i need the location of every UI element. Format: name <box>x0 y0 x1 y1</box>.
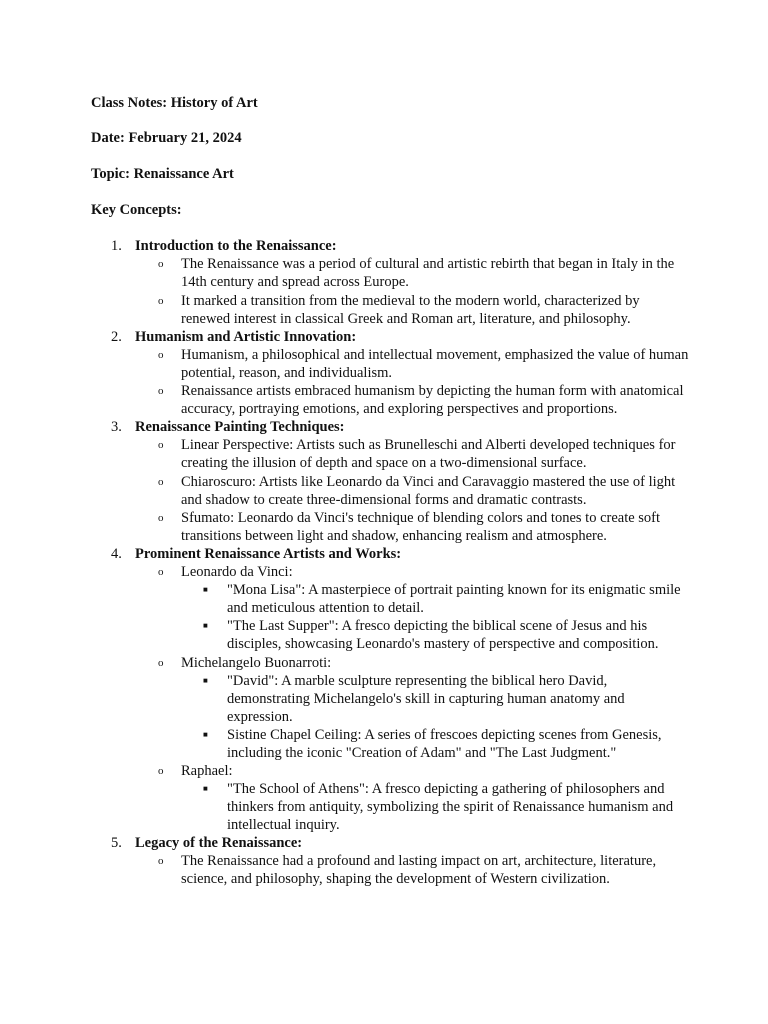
hollow-circle-bullet-icon: o <box>158 512 164 524</box>
hollow-circle-bullet-icon: o <box>158 258 164 270</box>
nested-list-item <box>181 672 691 726</box>
section-title: Prominent Renaissance Artists and Works: <box>135 546 402 562</box>
nested-list-item-text: "David": A marble sculpture representing the biblical hero David, demonstrating Michelangelo's skill in capturing human anatomy and expression. <box>227 672 625 725</box>
nested-list-item-text: "The Last Supper": A fresco depicting the biblical scene of Jesus and his disciples, showcasing Leonardo's mastery of perspective and composition. <box>227 618 659 652</box>
key-concepts-heading: Key Concepts: <box>91 202 182 218</box>
hollow-circle-bullet-icon: o <box>158 566 164 578</box>
key-concepts-list <box>91 237 691 888</box>
section-title: Legacy of the Renaissance: <box>135 835 303 851</box>
hollow-circle-bullet-icon: o <box>158 855 164 867</box>
hollow-circle-bullet-icon: o <box>158 348 164 361</box>
class-notes-heading: Class Notes: History of Art <box>91 95 258 111</box>
hollow-circle-bullet-icon: o <box>158 765 164 777</box>
nested-list-item-text: "The School of Athens": A fresco depicting a gathering of philosophers and thinkers from antiquity, symbolizing the spirit of Renaissance humanism and intellectual inquiry. <box>227 781 674 833</box>
list-item <box>135 563 691 653</box>
list-item <box>135 654 691 762</box>
list-item-text: The Renaissance was a period of cultural and artistic rebirth that began in Italy in the 14th century and spread across Europe. <box>181 256 675 290</box>
hollow-circle-bullet-icon: o <box>158 439 164 451</box>
list-item <box>135 292 691 328</box>
section-number: 4. <box>111 546 122 562</box>
list-item <box>135 509 691 545</box>
list-item-text: Linear Perspective: Artists such as Brunelleschi and Alberti developed techniques for creating the illusion of depth and space on a two-dimensional surface. <box>181 437 676 471</box>
outline-section <box>91 237 691 328</box>
topic-heading: Topic: Renaissance Art <box>91 166 234 182</box>
section-number: 1. <box>111 238 122 254</box>
square-bullet-icon: ■ <box>203 729 208 739</box>
list-item-text: Michelangelo Buonarroti: <box>181 654 332 671</box>
outline-section <box>91 545 691 834</box>
square-bullet-icon: ■ <box>203 784 208 793</box>
section-number: 5. <box>111 835 122 851</box>
square-bullet-icon: ■ <box>203 675 208 685</box>
list-item <box>135 382 691 418</box>
section-title: Renaissance Painting Techniques: <box>135 419 345 435</box>
list-item <box>135 436 691 472</box>
nested-list-item <box>181 780 691 834</box>
section-number: 2. <box>111 328 122 345</box>
list-item <box>135 346 691 382</box>
square-bullet-icon: ■ <box>203 621 208 630</box>
list-item-text: Raphael: <box>181 763 233 779</box>
list-item-text: Chiaroscuro: Artists like Leonardo da Vinci and Caravaggio mastered the use of light and shadow to create three-dimensional forms and dramatic contrasts. <box>181 473 676 508</box>
square-bullet-icon: ■ <box>203 585 208 594</box>
list-item-text: Humanism, a philosophical and intellectual movement, emphasized the value of human potential, reason, and individualism. <box>181 346 689 381</box>
outline-section <box>91 834 691 888</box>
nested-list-item <box>181 617 691 653</box>
date-heading: Date: February 21, 2024 <box>91 130 242 146</box>
section-number: 3. <box>111 419 122 435</box>
list-item-text: Renaissance artists embraced humanism by depicting the human form with anatomical accuracy, portraying emotions, and exploring perspectives and proportions. <box>181 383 684 417</box>
list-item <box>135 255 691 291</box>
list-item <box>135 762 691 834</box>
hollow-circle-bullet-icon: o <box>158 475 164 488</box>
list-item <box>135 473 691 509</box>
nested-list-item <box>181 581 691 617</box>
list-item-text: It marked a transition from the medieval to the modern world, characterized by renewed interest in classical Greek and Roman art, literature, and philosophy. <box>181 292 640 327</box>
hollow-circle-bullet-icon: o <box>158 385 164 397</box>
nested-list-item-text: Sistine Chapel Ceiling: A series of frescoes depicting scenes from Genesis, including the iconic "Creation of Adam" and "The Last Judgment." <box>227 726 662 761</box>
list-item-text: Sfumato: Leonardo da Vinci's technique of blending colors and tones to create soft transitions between light and shadow, enhancing realism and atmosphere. <box>181 510 661 544</box>
list-item-text: Leonardo da Vinci: <box>181 564 293 580</box>
list-item-text: The Renaissance had a profound and lasting impact on art, architecture, literature, science, and philosophy, shaping the development of Western civilization. <box>181 853 657 887</box>
section-title: Humanism and Artistic Innovation: <box>135 328 357 345</box>
hollow-circle-bullet-icon: o <box>158 294 164 307</box>
hollow-circle-bullet-icon: o <box>158 656 164 669</box>
nested-list-item <box>181 726 691 762</box>
outline-section <box>91 328 691 419</box>
outline-section <box>91 418 691 545</box>
section-title: Introduction to the Renaissance: <box>135 238 337 254</box>
list-item <box>135 852 691 888</box>
nested-list-item-text: "Mona Lisa": A masterpiece of portrait painting known for its enigmatic smile and meticulous attention to detail. <box>227 582 681 616</box>
